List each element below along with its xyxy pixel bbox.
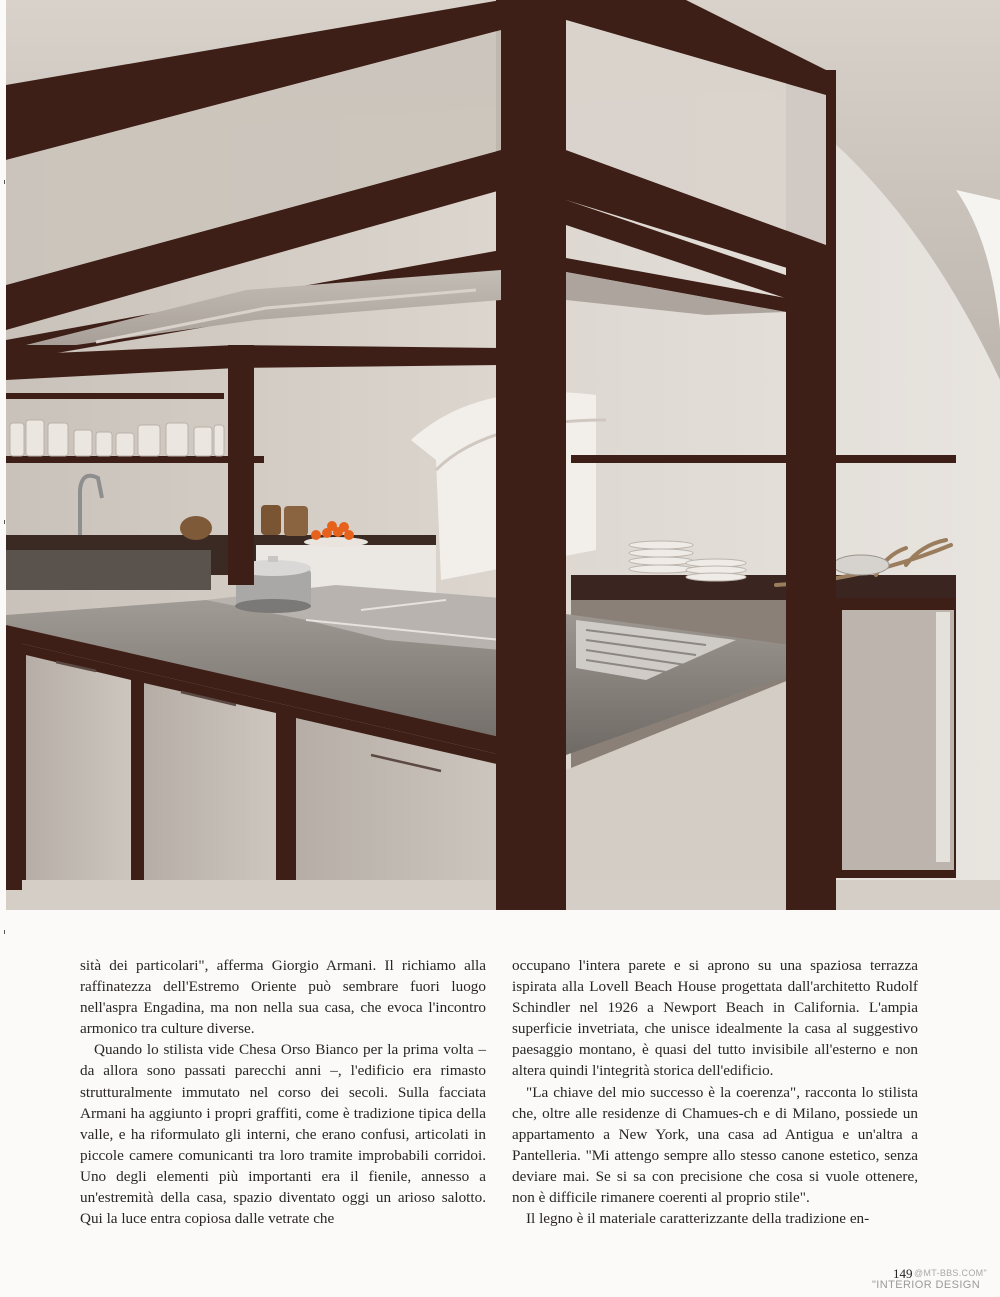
kitchen-photo [6,0,1000,910]
trim-mark [4,180,5,184]
page-number: 149 [893,1266,913,1281]
trim-mark [4,930,5,934]
body-paragraph: occupano l'intera parete e si aprono su una spaziosa terrazza ispirata alla Lovell Beach House progettata dall'architetto Rudolf Schindler nel 1926 a Newport Beach in California. L'ampia superficie invetriata, che unisce idealmente la casa al suggestivo paesaggio montano, è quasi del tutto invisibile all'esterno e non altera quindi l'integrità storica dell'edificio. [512,957,918,1080]
body-paragraph: sità dei particolari", afferma Giorgio Armani. Il richiamo alla raffinatezza dell'Estremo Oriente può sembrare fuori luogo nell'aspra Engadina, ma non nella sua casa, che evoca l'incontro armonico tra culture diverse. [80,957,486,1038]
article-right-column [512,955,918,1229]
trim-mark [4,520,5,524]
section-label: "INTERIOR DESIGN [872,1279,981,1291]
body-paragraph: Quando lo stilista vide Chesa Orso Bianco per la prima volta – da allora sono passati parecchi anni –, l'edificio era rimasto strutturalmente immutato nel corso dei secoli. Sulla facciata Armani ha aggiunto i propri graffiti, come è tradizione tipica della valle, e ha riformulato gli interni, che erano confusi, articolati in piccole camere comunicanti tra loro tramite improbabili corridoi. Uno degli elementi più importanti era il fienile, annesso a un'estremità della casa, spazio diventato oggi un arioso salotto. Qui la luce entra copiosa dalle vetrate che [80,1041,486,1228]
kitchen-interior-photo [6,0,1000,910]
article-left-column [80,955,486,1229]
body-paragraph: Il legno è il materiale caratterizzante della tradizione en- [526,1210,870,1228]
body-paragraph: "La chiave del mio successo è la coerenza", racconta lo stilista che, oltre alle residenze di Chamues-ch e di Milano, possiede un appartamento a New York, una casa ad Antigua e un'altra a Pantelleria. "Mi attengo sempre allo stesso canone estetico, senza deviare mai. Se si sa con precisione che cosa si vuole ottenere, non è difficile rimanere coerenti al proprio stile". [512,1083,918,1207]
watermark-url: @MT-BBS.COM" [914,1268,987,1278]
